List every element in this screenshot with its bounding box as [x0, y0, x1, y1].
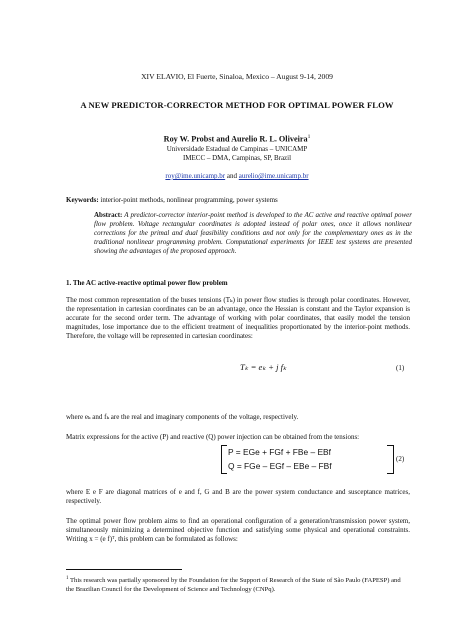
- paper-title: A NEW PREDICTOR-CORRECTOR METHOD FOR OPTIMAL POWER FLOW: [80, 100, 394, 110]
- equation-2-right-bracket: [387, 445, 394, 474]
- paragraph-voltage-components: where eₖ and fₖ are the real and imaginary components of the voltage, respectively.: [66, 413, 299, 421]
- authors: [0, 134, 474, 144]
- footnote-marker: 1: [66, 576, 69, 581]
- affiliation-university: Universidade Estadual de Campinas – UNICAMP: [166, 145, 308, 153]
- author-names: Roy W. Probst and Aurelio R. L. Oliveira: [163, 134, 308, 144]
- author-emails: [0, 172, 474, 180]
- abstract: [94, 211, 412, 256]
- affiliation-department: IMECC – DMA, Campinas, SP, Brazil: [182, 154, 292, 162]
- abstract-label: Abstract:: [94, 211, 123, 219]
- paragraph-voltage-representation: The most common representation of the buses tensions (Tₖ) in power flow studies is through polar coordinates. However, the representation in cartesian coordinates can be an advantage, once the Hessian is constant and the Taylor expansion is accurate for the second order term. The advantage of working with polar coordinates, that easily model the tension magnitudes, lose importance due to the efficient treatment of inequalities proportionated by the interior-point methods. Therefore, the voltage will be represented in cartesian coordinates:: [66, 296, 410, 341]
- equation-2-number: (2): [396, 455, 405, 463]
- paragraph-optimal-power-flow: The optimal power flow problem aims to find an operational configuration of a generation/transmission power system, simultaneously minimizing a determined objective function and satisfying some physical and operational constraints. Writing x = (e f)ᵀ, this problem can be formulated as follows:: [66, 517, 410, 544]
- footnote-divider: [66, 569, 182, 570]
- conference-header: XIV ELAVIO, El Fuerte, Sinaloa, Mexico – August 9-14, 2009: [141, 72, 333, 81]
- paragraph-matrices: where E e F are diagonal matrices of e and f, G and B are the power system conductance and susceptance matrices, respectively.: [66, 488, 410, 506]
- email-link-aurelio[interactable]: aurelio@ime.unicamp.br: [238, 172, 309, 180]
- email-separator: and: [225, 172, 239, 180]
- abstract-text: A predictor-corrector interior-point method is developed to the AC active and reactive optimal power flow problem. Voltage rectangular coordinates is adopted instead of polar ones, once it allows nonlinear corrections for the primal and dual feasibility conditions and not only for the complementary ones as in the traditional nonlinear programming problem. Computational experiments for IEEE test systems are presented showing the advantages of the proposed approach.: [94, 211, 412, 256]
- section-heading: 1. The AC active-reactive optimal power flow problem: [66, 279, 228, 287]
- email-link-roy[interactable]: roy@ime.unicamp.br: [165, 172, 226, 180]
- footnote-text: This research was partially sponsored by the Foundation for the Support of Research of the State of São Paulo (FAPESP) and the Brazilian Council for the Development of Science and Technology (CNPq).: [66, 577, 401, 594]
- footnote: [66, 574, 410, 594]
- keywords-text: interior-point methods, nonlinear programming, power systems: [98, 196, 278, 204]
- paragraph-power-injection: Matrix expressions for the active (P) and reactive (Q) power injection can be obtained from the tensions:: [66, 433, 360, 441]
- keywords: [66, 196, 278, 204]
- keywords-label: Keywords:: [66, 196, 99, 204]
- equation-2-line-1: P = EGe + FGf + FBe – EBf: [228, 447, 331, 457]
- equation-1-number: (1): [396, 364, 405, 372]
- author-footnote-marker: 1: [307, 134, 311, 140]
- equation-2-line-2: Q = FGe – EGf – EBe – FBf: [228, 461, 332, 471]
- equation-1: Tₖ = eₖ + j fₖ: [240, 362, 287, 372]
- equation-2-left-bracket: [221, 445, 227, 474]
